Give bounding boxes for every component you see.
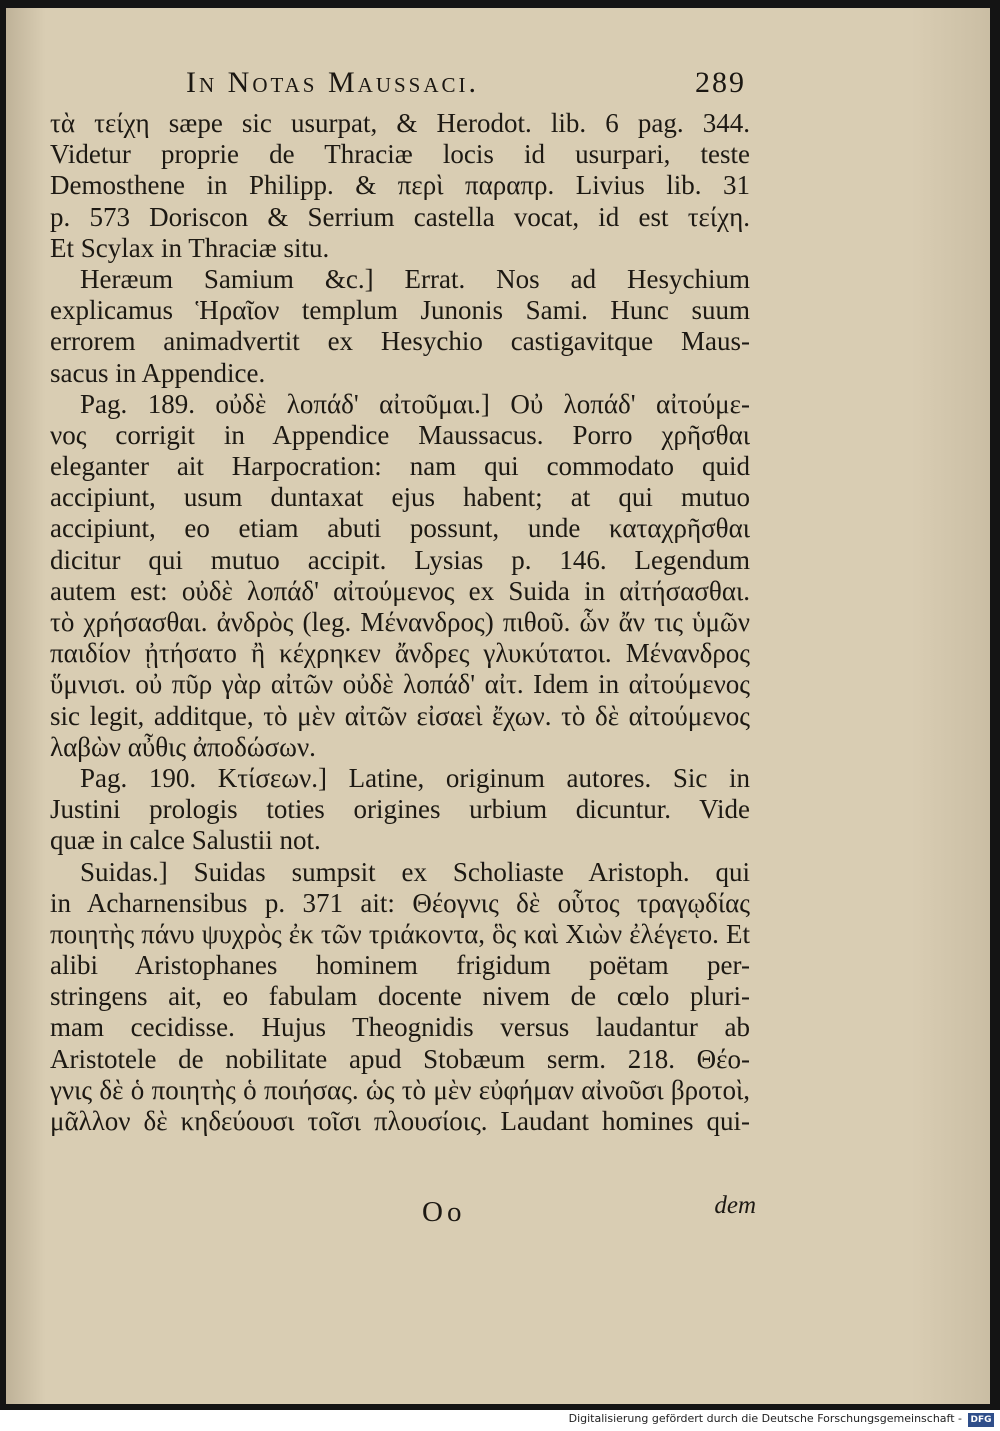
text-line: Aristotele de nobilitate apud Stobæum serm. 218. Θέο- — [50, 1043, 750, 1074]
text-line: νος corrigit in Appendice Maussacus. Porro χρῆσθαι — [50, 419, 750, 450]
text-line: sic legit, additque, τὸ μὲν αἰτῶν εἰσαεὶ ἔχων. τὸ δὲ αἰτούμενος — [50, 700, 750, 731]
book-page — [6, 8, 990, 1404]
text-line: μᾶλλον δὲ κηδεύουσι τοῖσι πλουσίοις. Laudant homines qui- — [50, 1106, 750, 1136]
text-line: λαβὼν αὖθις ἀποδώσων. — [50, 731, 316, 762]
text-line: eleganter ait Harpocration: nam qui commodato quid — [50, 451, 750, 482]
text-line: quæ in calce Salustii not. — [50, 825, 321, 856]
text-line: sacus in Appendice. — [50, 357, 266, 388]
running-title: In Notas Maussaci. — [186, 66, 480, 99]
text-line: Heræum Samium &c.] Errat. Nos ad Hesychium — [80, 263, 750, 294]
text-line: autem est: οὐδὲ λοπάδ' αἰτούμενος ex Suida in αἰτήσασθαι. — [50, 575, 750, 606]
text-line: Suidas.] Suidas sumpsit ex Scholiaste Aristoph. qui — [80, 856, 750, 887]
page-footer — [50, 1192, 756, 1236]
text-line: Demosthene in Philipp. & περὶ παραπρ. Livius lib. 31 — [50, 170, 750, 201]
text-line: παιδίον ᾐτήσατο ἢ κέχρηκεν ἄνδρες γλυκύτατοι. Μένανδρος — [50, 638, 750, 669]
text-line: errorem animadvertit ex Hesychio castigavitque Maus- — [50, 326, 750, 357]
credit-bar — [0, 1410, 1000, 1431]
text-line: ὕμνισι. οὐ πῦρ γὰρ αἰτῶν οὐδὲ λοπάδ' αἰτ. Idem in αἰτούμενος — [50, 669, 750, 700]
text-line: stringens ait, eo fabulam docente nivem de cœlo pluri- — [50, 981, 750, 1012]
text-line: alibi Aristophanes hominem frigidum poëtam per- — [50, 950, 750, 981]
text-line: Pag. 189. οὐδὲ λοπάδ' αἰτοῦμαι.] Οὐ λοπάδ' αἰτούμε- — [80, 388, 750, 419]
text-line: ποιητὴς πάνυ ψυχρὸς ἐκ τῶν τριάκοντα, ὃς καὶ Χιὼν ἐλέγετο. Et — [50, 918, 750, 949]
text-line: mam cecidisse. Hujus Theognidis versus laudantur ab — [50, 1012, 750, 1043]
text-line: explicamus Ἡραῖον templum Junonis Sami. Hunc suum — [50, 295, 750, 326]
text-line: in Acharnensibus p. 371 ait: Θέογνις δὲ οὗτος τραγῳδίας — [50, 887, 750, 918]
dfg-logo: DFG — [968, 1413, 994, 1427]
text-line: Pag. 190. Κτίσεων.] Latine, originum autores. Sic in — [80, 762, 750, 793]
text-line: Et Scylax in Thraciæ situ. — [50, 232, 330, 263]
text-line: p. 573 Doriscon & Serrium castella vocat, id est τείχη. — [50, 201, 750, 232]
text-line: Videtur proprie de Thraciæ locis id usurpari, teste — [50, 139, 750, 170]
text-line: τὰ τείχη sæpe sic usurpat, & Herodot. lib. 6 pag. 344. — [50, 108, 750, 138]
text-line: γνις δὲ ὁ ποιητὴς ὁ ποιήσας. ὡς τὸ μὲν εὐφήμαν αἰνοῦσι βροτοὶ, — [50, 1074, 750, 1105]
body-text — [50, 108, 750, 1137]
text-line: Justini prologis toties origines urbium dicuntur. Vide — [50, 794, 750, 825]
signature-mark: Oo — [422, 1196, 466, 1228]
catchword: dem — [714, 1192, 756, 1219]
text-line: dicitur qui mutuo accipit. Lysias p. 146. Legendum — [50, 544, 750, 575]
text-line: accipiunt, eo etiam abuti possunt, unde καταχρῆσθαι — [50, 513, 750, 544]
text-line: accipiunt, usum duntaxat ejus habent; at qui mutuo — [50, 482, 750, 513]
page-number: 289 — [695, 66, 746, 99]
page-header — [186, 66, 746, 106]
text-line: τὸ χρήσασθαι. ἀνδρὸς (leg. Μένανδρος) πιθοῦ. ὧν ἄν τις ὑμῶν — [50, 607, 750, 637]
credit-text: Digitalisierung gefördert durch die Deutsche Forschungsgemeinschaft - — [568, 1412, 962, 1425]
